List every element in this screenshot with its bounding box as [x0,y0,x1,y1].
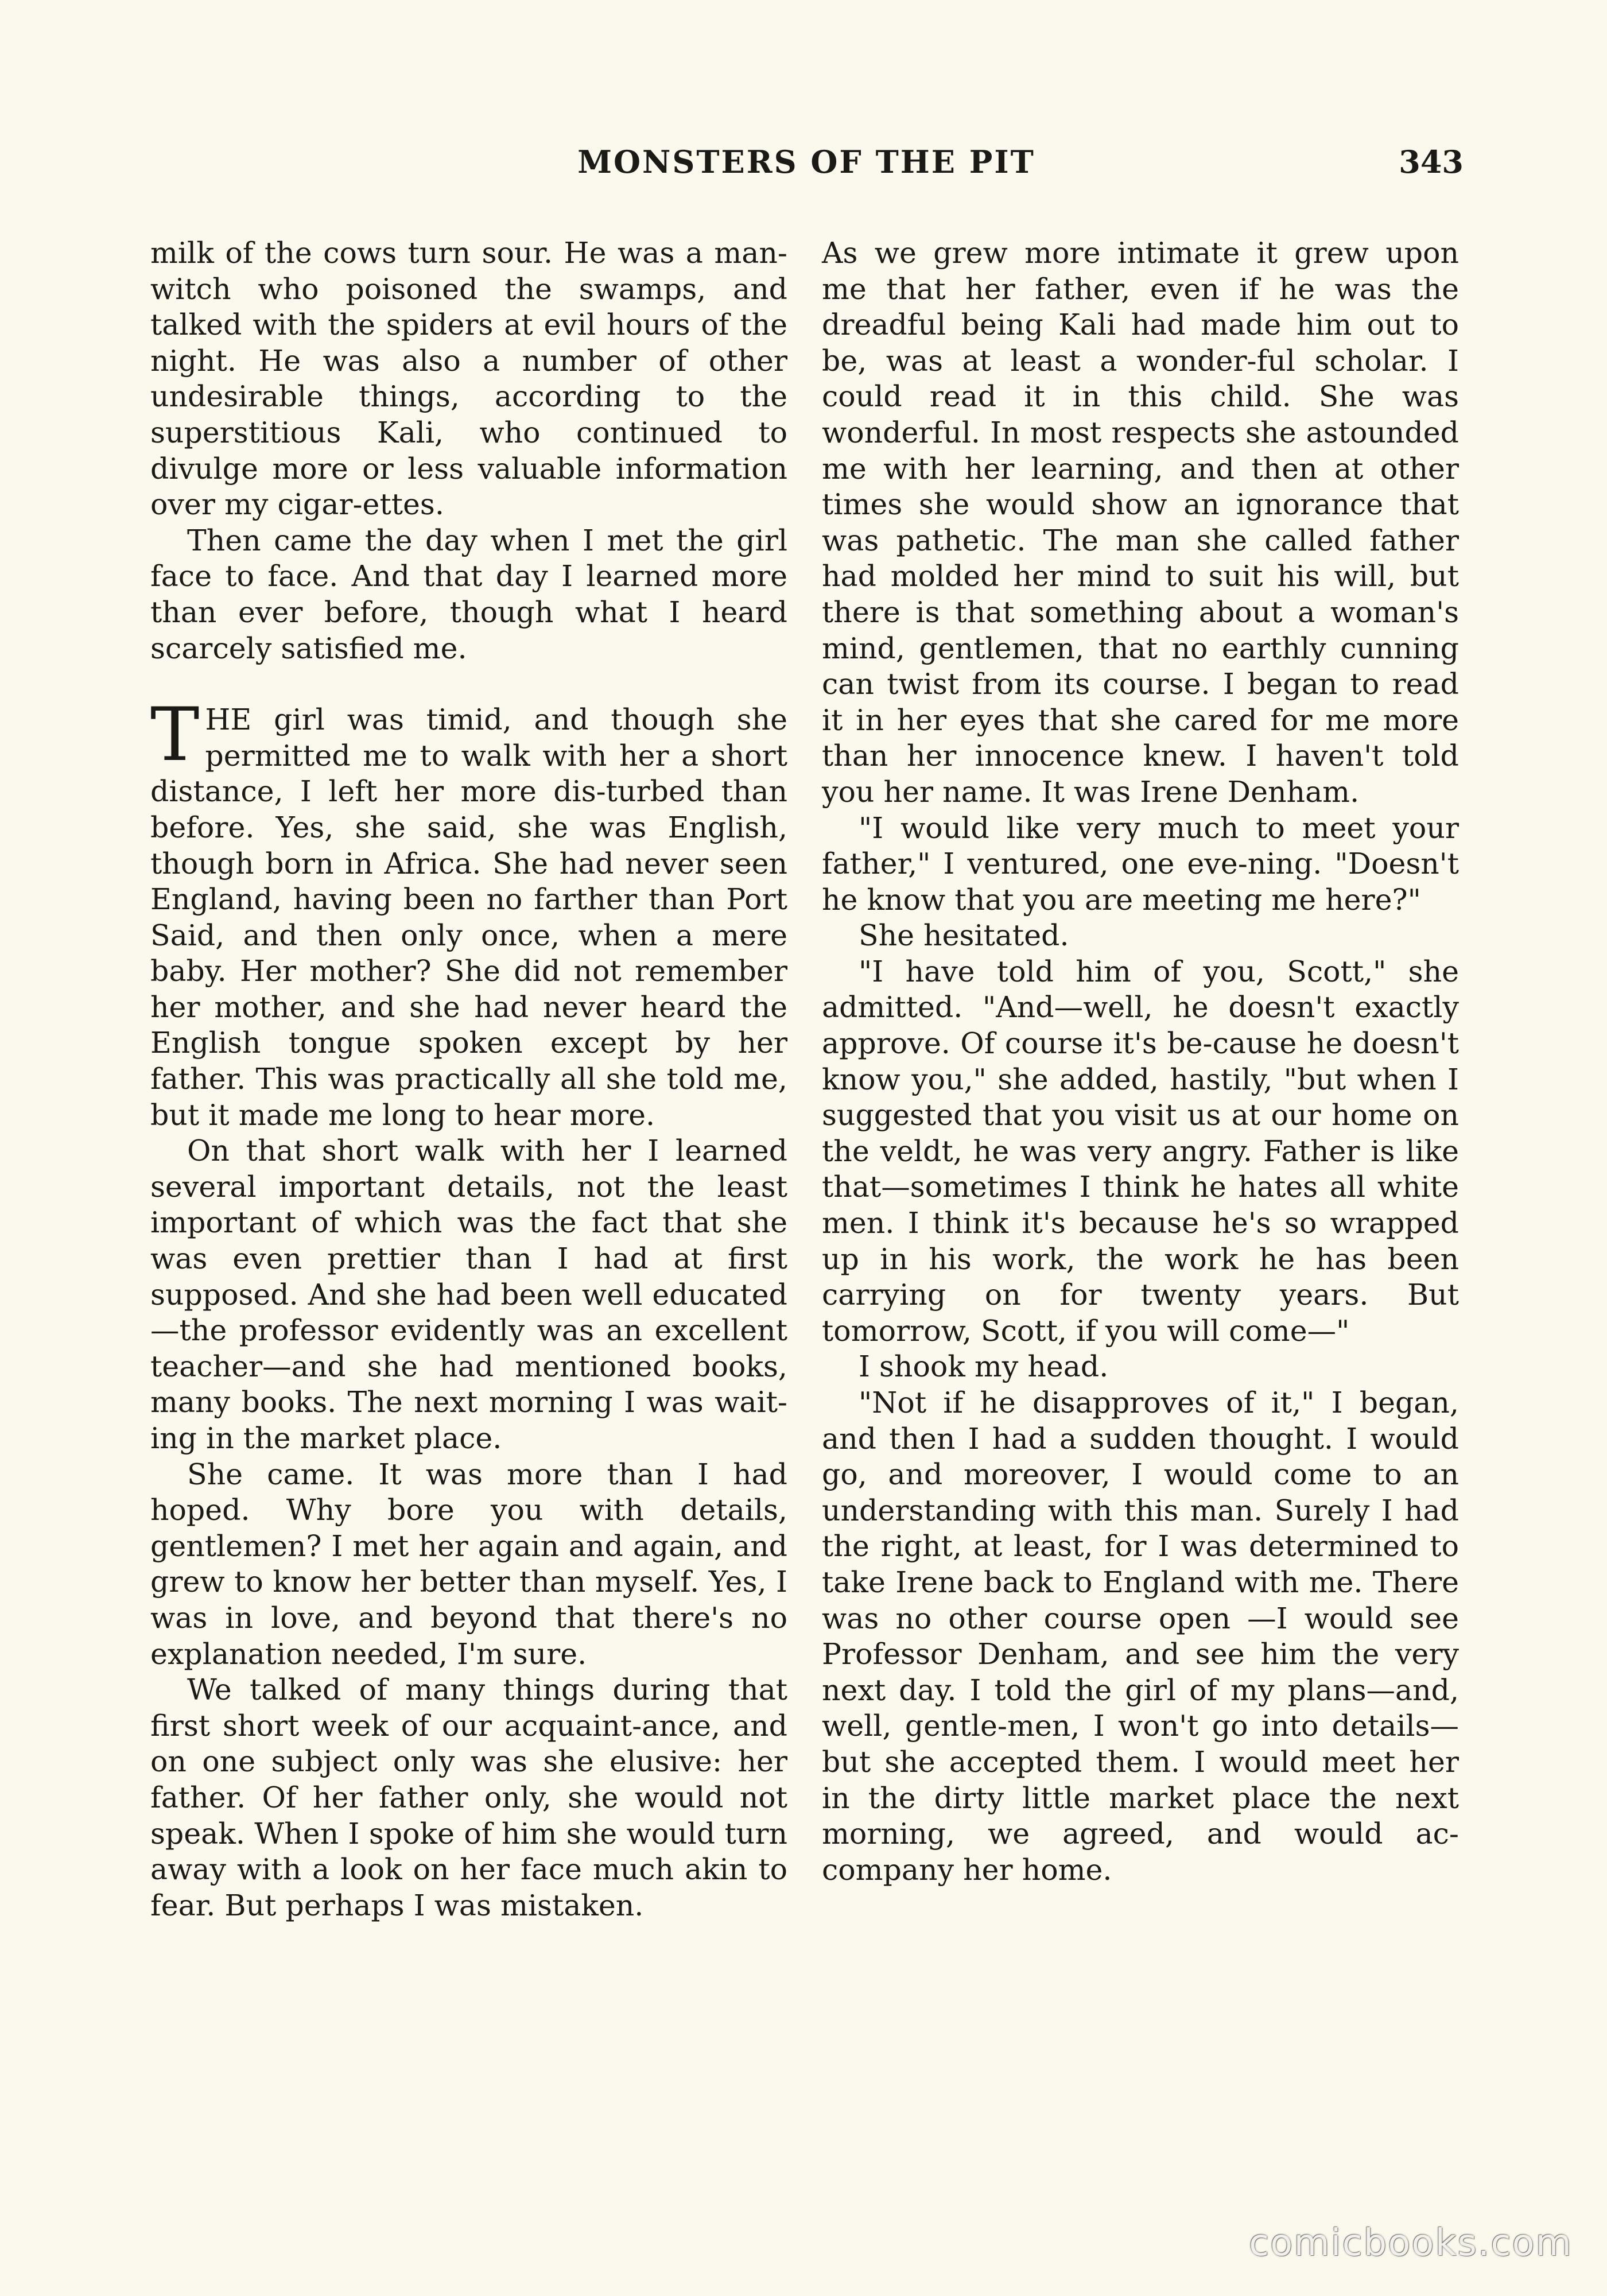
small-caps-lead: HE [205,703,252,737]
paragraph: I shook my head. [859,1349,1109,1384]
paragraph-text: girl was timid, and though she permitted me to walk with her a short distance, I left her more dis-turbed than before. Yes, she said, she was English, though born in Africa. She had never seen England, having been no farther than Port Said, and then only once, when a mere baby. Her mother? She did not remember her mother, and she had never heard the English tongue spoken except by her father. This was practically all she told me, but it made me long to hear more. [150,703,787,1132]
page-header [149,144,1464,189]
paragraph: milk of the cows turn sour. He was a man-witch who poisoned the swamps, and talked with the spiders at evil hours of the night. He was also a number of other undesirable things, according to the superstitious Kali, who continued to divulge more or less valuable information over my cigar-ettes. [150,236,787,522]
paragraph: On that short walk with her I learned several important details, not the least important of which was the fact that she was even prettier than I had at first supposed. And she had been well educated—the professor evidently was an excellent teacher—and she had mentioned books, many books. The next morning I was wait-ing in the market place. [150,1134,787,1455]
section-opening-paragraph [150,692,787,1133]
site-watermark: comicbooks.com [1248,2222,1573,2264]
left-column [150,235,787,1923]
paragraph: She came. It was more than I had hoped. Why bore you with details, gentlemen? I met her again and again, and grew to know her better than myself. Yes, I was in love, and beyond that there's no explanation needed, I'm sure. [150,1457,787,1671]
page-number: 343 [1399,144,1464,180]
right-column [822,235,1459,1888]
paragraph: "Not if he disapproves of it," I began, and then I had a sudden thought. I would go, and moreover, I would come to an understanding with this man. Surely I had the right, at least, for I was determined to take Irene back to England with me. There was no other course open —I would see Professor Denham, and see him the very next day. I told the girl of my plans—and, well, gentle-men, I won't go into details—but she accepted them. I would meet her in the dirty little market place the next morning, we agreed, and would ac-company her home. [822,1386,1459,1887]
drop-cap: T [150,692,200,778]
running-title: MONSTERS OF THE PIT [577,144,1035,180]
paragraph: Then came the day when I met the girl face to face. And that day I learned more than ever before, though what I heard scarcely satisfied me. [150,523,787,665]
paragraph: "I have told him of you, Scott," she admitted. "And—well, he doesn't exactly approve. Of course it's be-cause he doesn't know you," she added, hastily, "but when I suggested that you visit us at our home on the veldt, he was very angry. Father is like that—sometimes I think he hates all white men. I think it's because he's so wrapped up in his work, the work he has been carrying on for twenty years. But tomorrow, Scott, if you will come—" [822,954,1459,1348]
paragraph: As we grew more intimate it grew upon me that her father, even if he was the dreadful being Kali had made him out to be, was at least a wonder-ful scholar. I could read it in this child. She was wonderful. In most respects she astounded me with her learning, and then at other times she would show an ignorance that was pathetic. The man she called father had molded her mind to suit his will, but there is that something about a woman's mind, gentlemen, that no earthly cunning can twist from its course. I began to read it in her eyes that she cared for me more than her innocence knew. I haven't told you her name. It was Irene Denham. [822,236,1459,809]
paragraph: "I would like very much to meet your father," I ventured, one eve-ning. "Doesn't he know that you are meeting me here?" [822,810,1459,917]
paragraph: We talked of many things during that first short week of our acquaint-ance, and on one subject only was she elusive: her father. Of her father only, she would not speak. When I spoke of him she would turn away with a look on her face much akin to fear. But perhaps I was mistaken. [150,1673,787,1922]
paragraph: She hesitated. [859,918,1069,953]
